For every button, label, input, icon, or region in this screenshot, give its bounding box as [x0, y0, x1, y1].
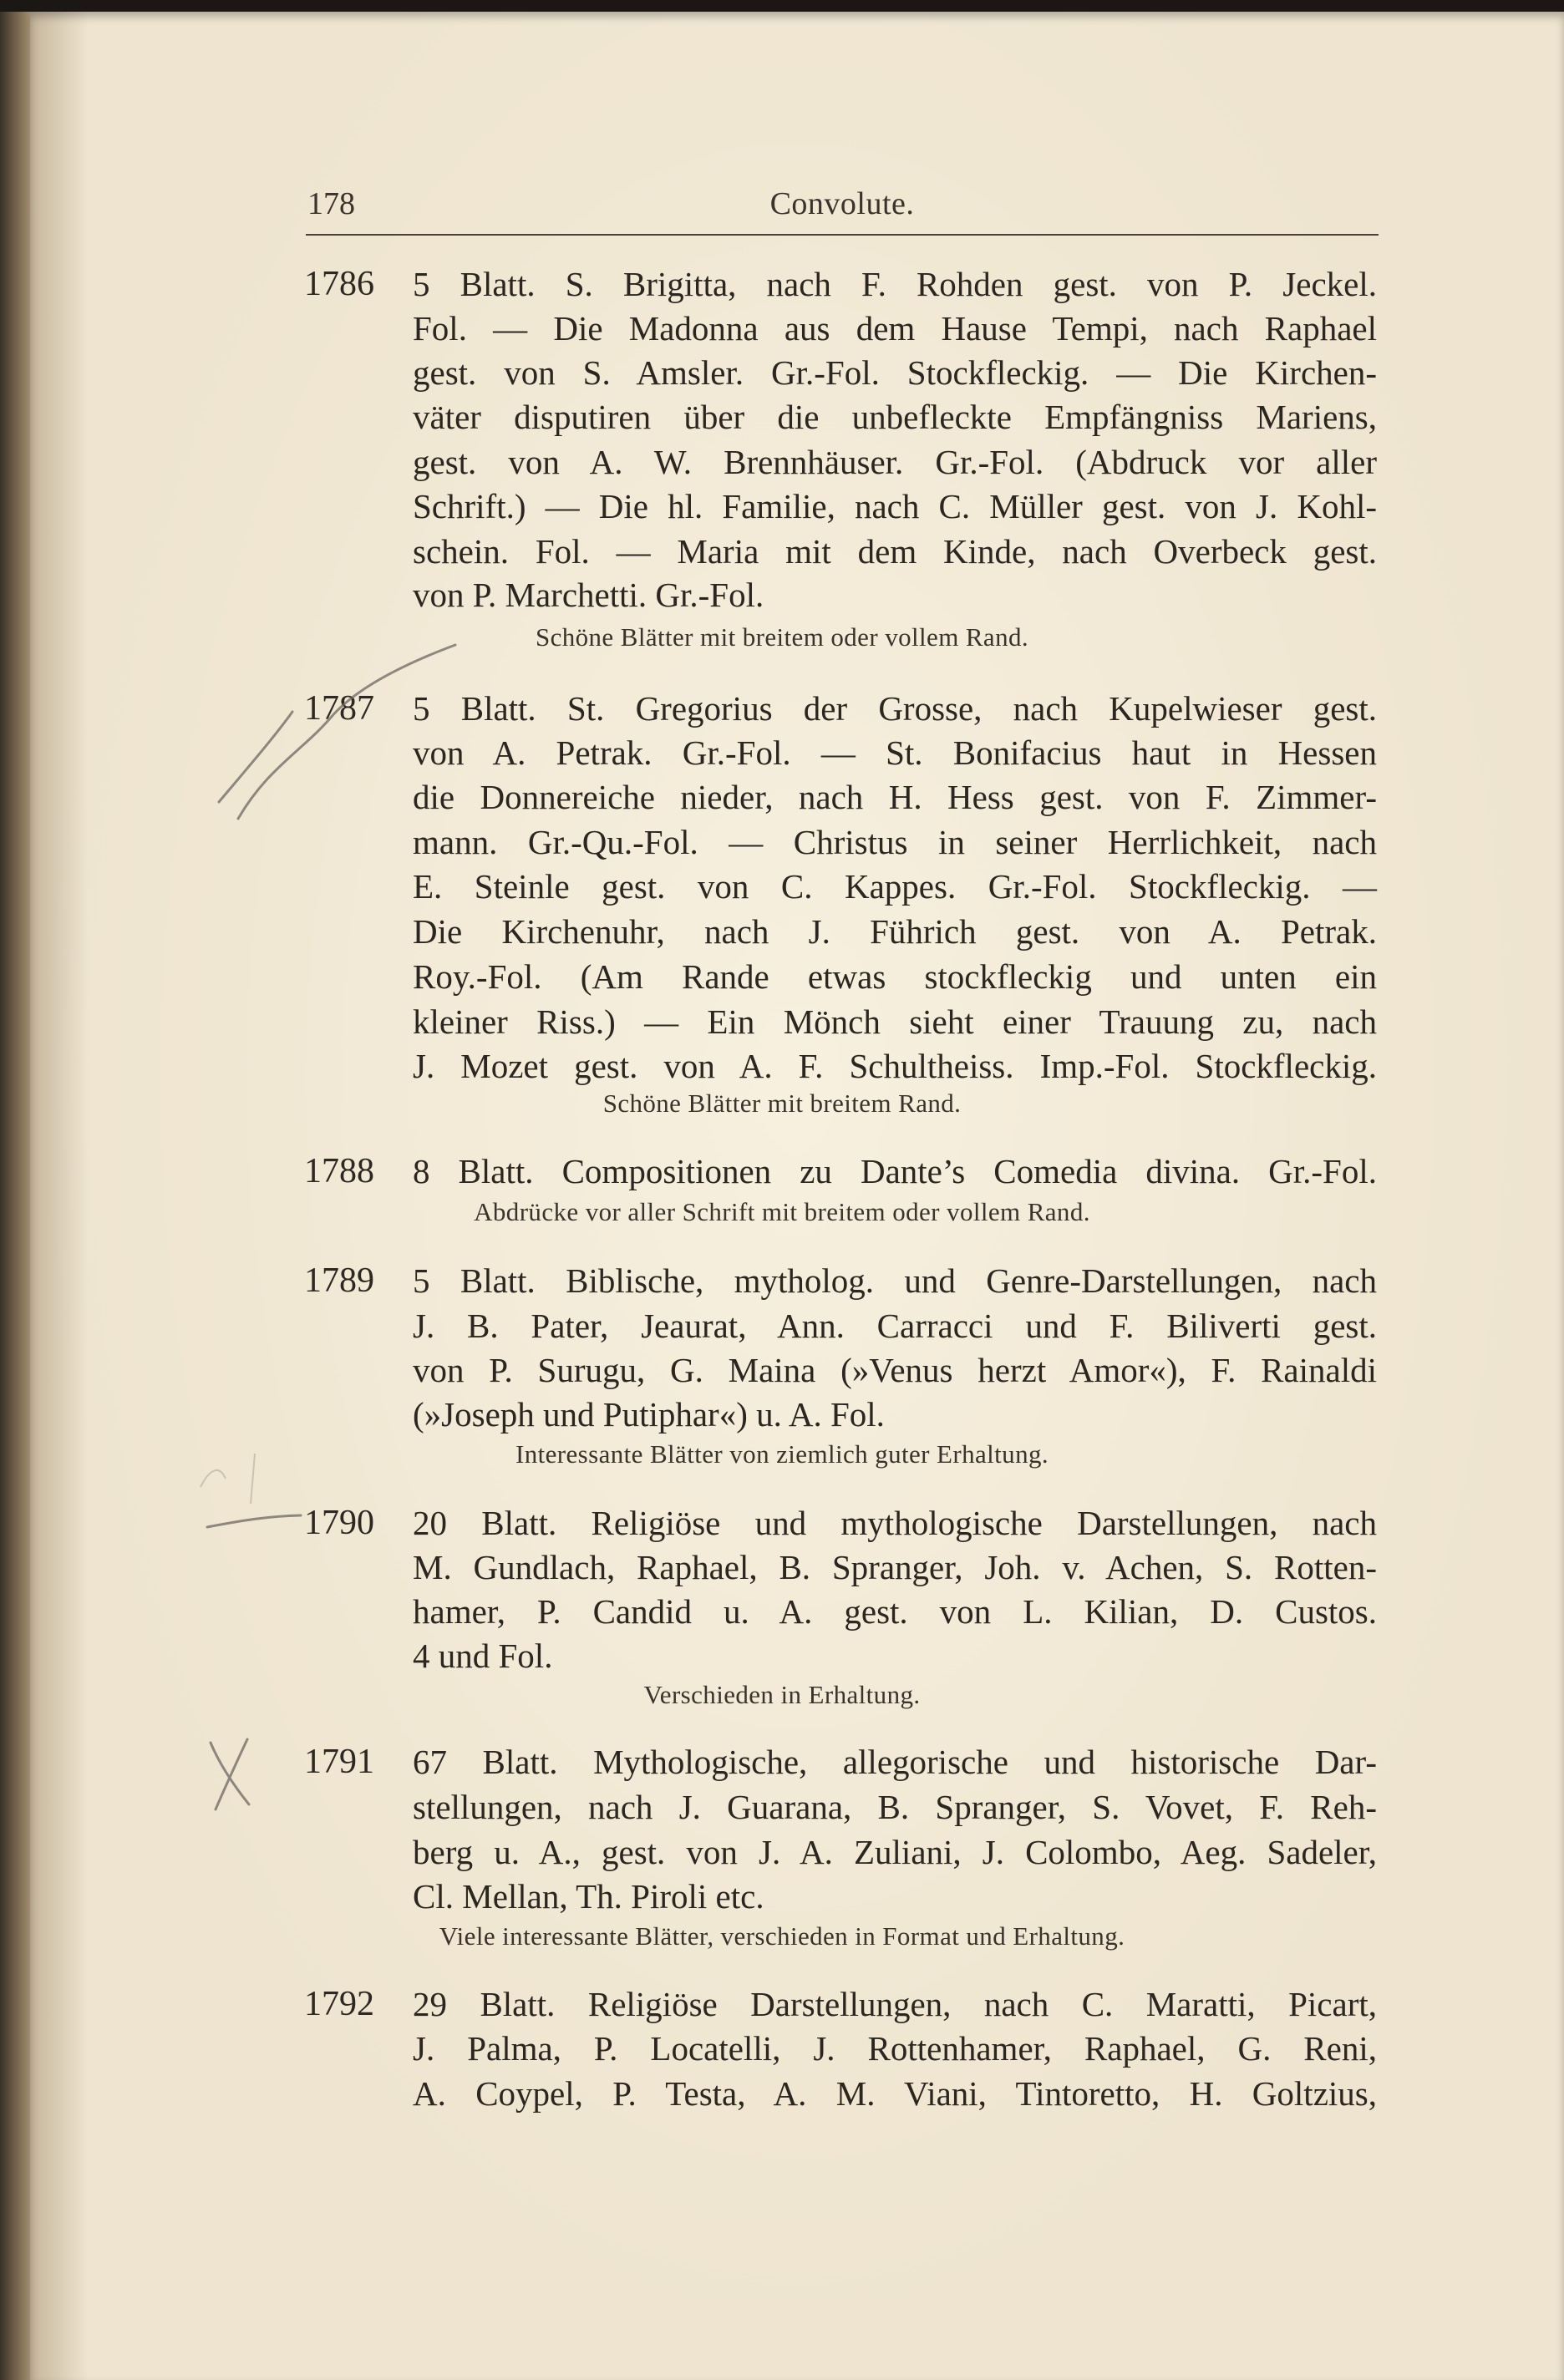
- entry-text-line: 5 Blatt. St. Gregorius der Grosse, nach Kupelwieser gest.: [413, 689, 1377, 728]
- entry-text-line: von P. Marchetti. Gr.-Fol.: [413, 576, 764, 614]
- entry-text-line: Die Kirchenuhr, nach J. Führich gest. von A. Petrak.: [413, 912, 1377, 951]
- entry-text-line: J. Palma, P. Locatelli, J. Rottenhamer, Raphael, G. Reni,: [413, 2029, 1377, 2068]
- entry-text-line: 4 und Fol.: [413, 1637, 553, 1675]
- entry-text-line: M. Gundlach, Raphael, B. Spranger, Joh. v. Achen, S. Rotten-: [413, 1548, 1377, 1586]
- page-number: 178: [307, 186, 355, 221]
- running-title: Convolute.: [769, 186, 915, 221]
- entry-text-line: J. B. Pater, Jeaurat, Ann. Carracci und F. Biliverti gest.: [413, 1307, 1377, 1345]
- entry-text-line: 29 Blatt. Religiöse Darstellungen, nach C. Maratti, Picart,: [413, 1985, 1377, 2023]
- entry-note: Schöne Blätter mit breitem Rand.: [602, 1089, 962, 1118]
- entry-text-line: Roy.-Fol. (Am Rande etwas stockfleckig und unten ein: [413, 957, 1377, 996]
- entry-text-line: schein. Fol. — Maria mit dem Kinde, nach Overbeck gest.: [413, 532, 1377, 571]
- entry-number: 1792: [304, 1985, 374, 2023]
- entry-text-line: E. Steinle gest. von C. Kappes. Gr.-Fol. Stockfleckig. —: [413, 867, 1377, 906]
- entry-text-line: 8 Blatt. Compositionen zu Dante’s Comedia divina. Gr.-Fol.: [413, 1152, 1377, 1190]
- entry-text-line: (»Joseph und Putiphar«) u. A. Fol.: [413, 1395, 885, 1434]
- entry-text-line: 5 Blatt. S. Brigitta, nach F. Rohden gest. von P. Jeckel.: [413, 265, 1377, 303]
- entry-number: 1787: [304, 689, 374, 728]
- entry-note: Viele interessante Blätter, verschieden in Format und Erhaltung.: [439, 1921, 1125, 1951]
- entry-text-line: väter disputiren über die unbefleckte Empfängniss Mariens,: [413, 398, 1377, 436]
- entry-text-line: stellungen, nach J. Guarana, B. Spranger, S. Vovet, F. Reh-: [413, 1788, 1377, 1826]
- entry-text-line: von P. Surugu, G. Maina (»Venus herzt Amor«), F. Rainaldi: [413, 1351, 1377, 1389]
- entry-text-line: 67 Blatt. Mythologische, allegorische und historische Dar-: [413, 1743, 1377, 1781]
- entry-number: 1788: [304, 1152, 374, 1190]
- entry-note: Abdrücke vor aller Schrift mit breitem oder vollem Rand.: [474, 1197, 1090, 1226]
- entry-number: 1789: [304, 1261, 374, 1300]
- entry-note: Verschieden in Erhaltung.: [643, 1680, 921, 1709]
- entry-text-line: gest. von A. W. Brennhäuser. Gr.-Fol. (Abdruck vor aller: [413, 443, 1377, 481]
- entry-number: 1786: [304, 265, 374, 303]
- entry-text-line: J. Mozet gest. von A. F. Schultheiss. Imp.-Fol. Stockfleckig.: [413, 1047, 1377, 1085]
- entry-number: 1791: [304, 1743, 374, 1781]
- entry-text-line: Schrift.) — Die hl. Familie, nach C. Müller gest. von J. Kohl-: [413, 487, 1377, 525]
- entry-text-line: gest. von S. Amsler. Gr.-Fol. Stockfleckig. — Die Kirchen-: [413, 353, 1377, 392]
- entry-text-line: Fol. — Die Madonna aus dem Hause Tempi, nach Raphael: [413, 309, 1377, 348]
- entry-text-line: die Donnereiche nieder, nach H. Hess gest. von F. Zimmer-: [413, 778, 1377, 816]
- entry-text-line: Cl. Mellan, Th. Piroli etc.: [413, 1877, 764, 1916]
- entry-number: 1790: [304, 1504, 374, 1542]
- entry-text-line: 20 Blatt. Religiöse und mythologische Darstellungen, nach: [413, 1504, 1377, 1542]
- entry-text-line: 5 Blatt. Biblische, mytholog. und Genre-Darstellungen, nach: [413, 1261, 1377, 1300]
- entry-text-line: A. Coypel, P. Testa, A. M. Viani, Tintoretto, H. Goltzius,: [413, 2074, 1377, 2113]
- entry-text-line: berg u. A., gest. von J. A. Zuliani, J. Colombo, Aeg. Sadeler,: [413, 1833, 1377, 1871]
- entry-text-line: von A. Petrak. Gr.-Fol. — St. Bonifacius haut in Hessen: [413, 733, 1377, 772]
- entry-text-line: hamer, P. Candid u. A. gest. von L. Kilian, D. Custos.: [413, 1592, 1377, 1631]
- entry-text-line: kleiner Riss.) — Ein Mönch sieht einer Trauung zu, nach: [413, 1002, 1377, 1041]
- entry-note: Interessante Blätter von ziemlich guter Erhaltung.: [515, 1439, 1049, 1469]
- entry-text-line: mann. Gr.-Qu.-Fol. — Christus in seiner Herrlichkeit, nach: [413, 823, 1377, 861]
- entry-note: Schöne Blätter mit breitem oder vollem Rand.: [535, 622, 1029, 652]
